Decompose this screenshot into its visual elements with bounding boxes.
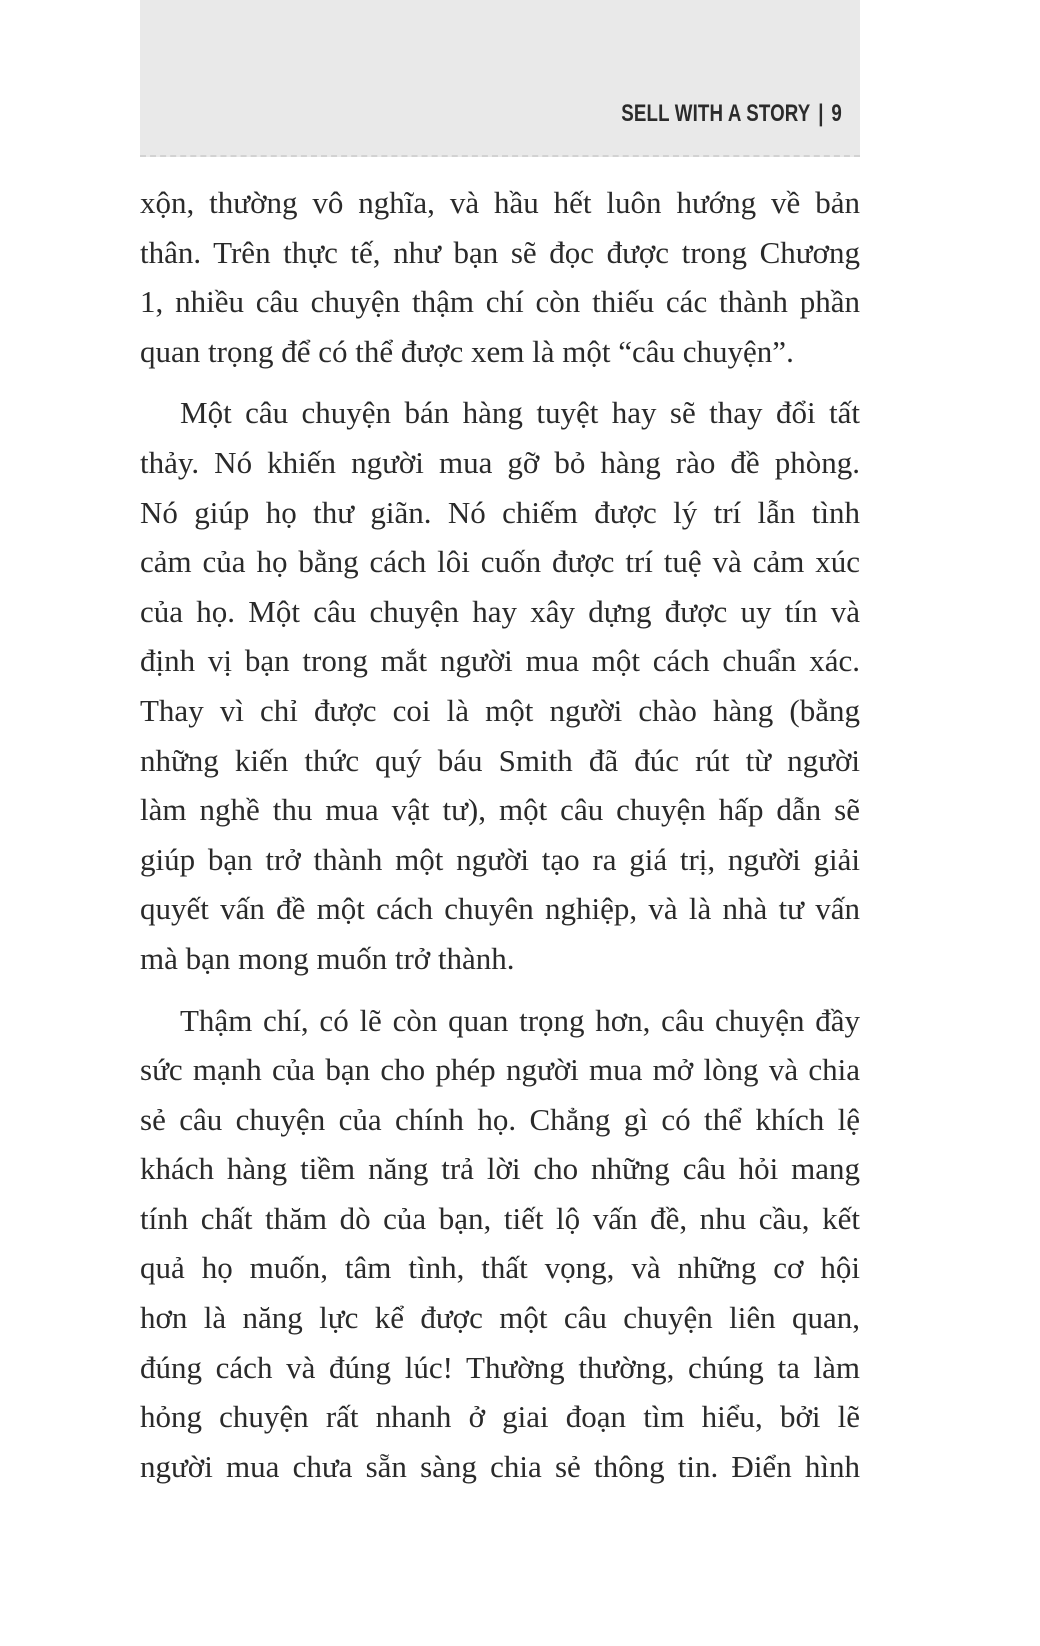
text-line: làm nghề thu mua vật tư), một câu chuyện hấp dẫn sẽ xyxy=(140,792,860,828)
text-line: tính chất thăm dò của bạn, tiết lộ vấn đề, nhu cầu, kết xyxy=(140,1200,860,1236)
text-line: 1, nhiều câu chuyện thậm chí còn thiếu các thành phần xyxy=(140,284,860,320)
page-number: 9 xyxy=(831,100,842,127)
text-line: thân. Trên thực tế, như bạn sẽ đọc được trong Chương xyxy=(140,234,860,270)
text-line: sức mạnh của bạn cho phép người mua mở lòng và chia xyxy=(140,1052,860,1088)
text-line: những kiến thức quý báu Smith đã đúc rút từ người xyxy=(140,742,860,778)
text-line: khách hàng tiềm năng trả lời cho những câu hỏi mang xyxy=(140,1151,860,1187)
text-line: Thậm chí, có lẽ còn quan trọng hơn, câu chuyện đầy xyxy=(180,1002,860,1038)
body-text xyxy=(140,178,860,1503)
text-line: mà bạn mong muốn trở thành. xyxy=(140,940,515,976)
text-line: quả họ muốn, tâm tình, thất vọng, và những cơ hội xyxy=(140,1250,860,1286)
header-separator: | xyxy=(818,100,824,127)
paragraph-2 xyxy=(140,388,860,983)
text-line: thảy. Nó khiến người mua gỡ bỏ hàng rào đề phòng. xyxy=(140,444,860,480)
text-line: Thay vì chỉ được coi là một người chào hàng (bằng xyxy=(140,692,860,728)
paragraph-1 xyxy=(140,178,860,376)
text-line: Một câu chuyện bán hàng tuyệt hay sẽ thay đổi tất xyxy=(180,395,860,431)
text-line: cảm của họ bằng cách lôi cuốn được trí tuệ và cảm xúc xyxy=(140,544,860,580)
running-head xyxy=(621,100,842,128)
text-line: Nó giúp họ thư giãn. Nó chiếm được lý trí lẫn tình xyxy=(140,494,860,530)
text-line: quyết vấn đề một cách chuyên nghiệp, và là nhà tư vấn xyxy=(140,891,860,927)
text-line: giúp bạn trở thành một người tạo ra giá trị, người giải xyxy=(140,841,860,877)
text-line: của họ. Một câu chuyện hay xây dựng được uy tín và xyxy=(140,593,860,629)
text-line: hơn là năng lực kể được một câu chuyện liên quan, xyxy=(140,1300,860,1336)
running-header-band xyxy=(140,0,860,157)
text-line: người mua chưa sẵn sàng chia sẻ thông tin. Điển hình xyxy=(140,1448,860,1484)
text-line: xộn, thường vô nghĩa, và hầu hết luôn hướng về bản xyxy=(140,185,860,220)
book-title: SELL WITH A STORY xyxy=(621,100,811,127)
text-line: sẻ câu chuyện của chính họ. Chẳng gì có thể khích lệ xyxy=(140,1101,860,1137)
text-line: hỏng chuyện rất nhanh ở giai đoạn tìm hiểu, bởi lẽ xyxy=(140,1399,860,1435)
text-line: quan trọng để có thể được xem là một “câu chuyện”. xyxy=(140,333,794,369)
text-line: đúng cách và đúng lúc! Thường thường, chúng ta làm xyxy=(140,1349,860,1385)
text-line: định vị bạn trong mắt người mua một cách chuẩn xác. xyxy=(140,643,860,679)
paragraph-3 xyxy=(140,996,860,1492)
